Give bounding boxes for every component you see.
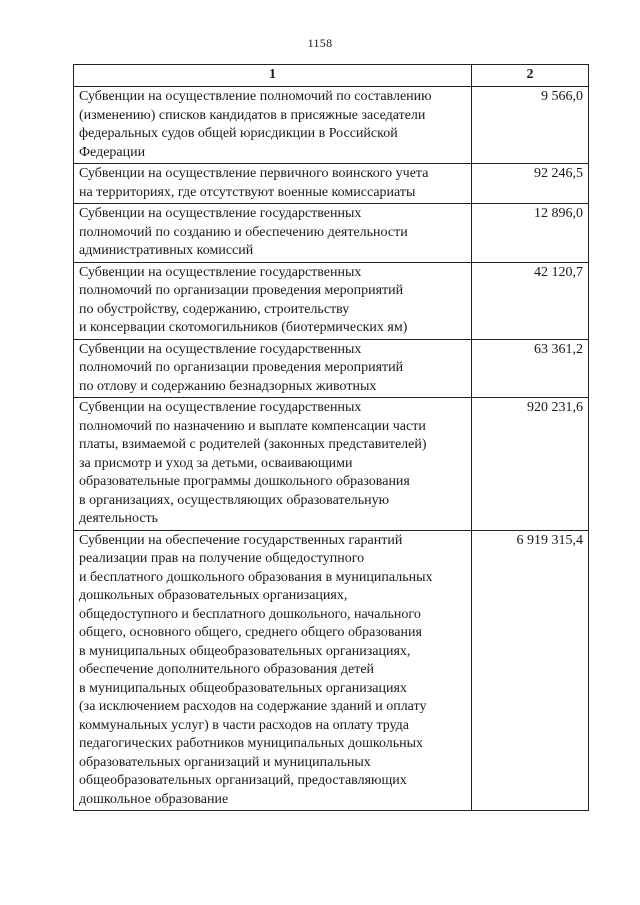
description-line: на территориях, где отсутствуют военные комиссариаты [79,184,416,200]
description-line: Субвенции на осуществление государственных [79,206,362,221]
description-line: общедоступного и бесплатного дошкольного, начального [79,606,421,622]
page-number: 1158 [307,36,333,50]
column-header-amount: 2 [472,65,589,87]
table-row [74,398,589,531]
description-line: и консервации скотомогильников (биотермических ям) [79,320,408,335]
row-description [74,530,472,811]
description-line: обеспечение дополнительного образования детей [79,662,375,677]
description-line: общеобразовательных организаций, предоставляющих [79,773,407,788]
description-line: полномочий по созданию и обеспечению деятельности [79,224,408,240]
description-line: Субвенции на осуществление первичного воинского учета [79,166,429,181]
description-line: (изменению) списков кандидатов в присяжные заседатели [79,107,426,123]
description-line: за присмотр и уход за детьми, осваивающими [79,455,353,471]
description-line: в муниципальных общеобразовательных организациях [79,680,407,696]
table-row [74,87,589,164]
row-amount: 12 896,0 [472,204,589,263]
row-amount: 92 246,5 [472,164,589,204]
description-line: Субвенции на обеспечение государственных гарантий [79,532,403,548]
table-row [74,339,589,398]
description-line: реализации прав на получение общедоступного [79,551,365,566]
description-line: дошкольных образовательных организациях, [79,588,348,603]
description-line: в муниципальных общеобразовательных организациях, [79,643,411,659]
table-body [74,87,589,811]
description-line: дошкольное образование [79,791,229,807]
description-line: коммунальных услуг) в части расходов на оплату труда [79,717,410,733]
row-amount: 920 231,6 [472,398,589,531]
description-line: полномочий по назначению и выплате компенсации части [79,418,426,434]
description-line: в организациях, осуществляющих образовательную [79,492,390,508]
description-line: платы, взимаемой с родителей (законных представителей) [79,437,427,452]
row-description [74,204,472,263]
table-row [74,262,589,339]
row-description [74,339,472,398]
table-row [74,164,589,204]
table-row [74,204,589,263]
description-line: Субвенции на осуществление государственных [79,264,362,280]
description-line: деятельность [79,511,159,526]
row-amount: 63 361,2 [472,339,589,398]
row-description [74,398,472,531]
description-line: общего, основного общего, среднего общего образования [79,625,422,640]
description-line: полномочий по организации проведения мероприятий [79,283,404,298]
description-line: по обустройству, содержанию, строительству [79,301,350,317]
table-header-row [74,65,589,87]
description-line: Субвенции на осуществление полномочий по составлению [79,89,432,104]
table-row [74,530,589,811]
description-line: административных комиссий [79,243,254,258]
row-description [74,164,472,204]
description-line: полномочий по организации проведения мероприятий [79,360,404,375]
description-line: образовательных организаций и муниципальных [79,754,371,770]
description-line: Федерации [79,144,146,160]
column-header-description: 1 [74,65,472,87]
description-line: и бесплатного дошкольного образования в муниципальных [79,569,433,585]
row-amount: 6 919 315,4 [472,530,589,811]
description-line: Субвенции на осуществление государственных [79,341,362,357]
row-description [74,87,472,164]
row-amount: 9 566,0 [472,87,589,164]
row-description [74,262,472,339]
description-line: (за исключением расходов на содержание зданий и оплату [79,699,427,714]
row-amount: 42 120,7 [472,262,589,339]
description-line: федеральных судов общей юрисдикции в Российской [79,126,398,141]
subventions-table [73,64,589,811]
description-line: Субвенции на осуществление государственных [79,400,362,415]
description-line: педагогических работников муниципальных дошкольных [79,736,424,751]
description-line: образовательные программы дошкольного образования [79,474,410,489]
description-line: по отлову и содержанию безнадзорных животных [79,378,377,394]
